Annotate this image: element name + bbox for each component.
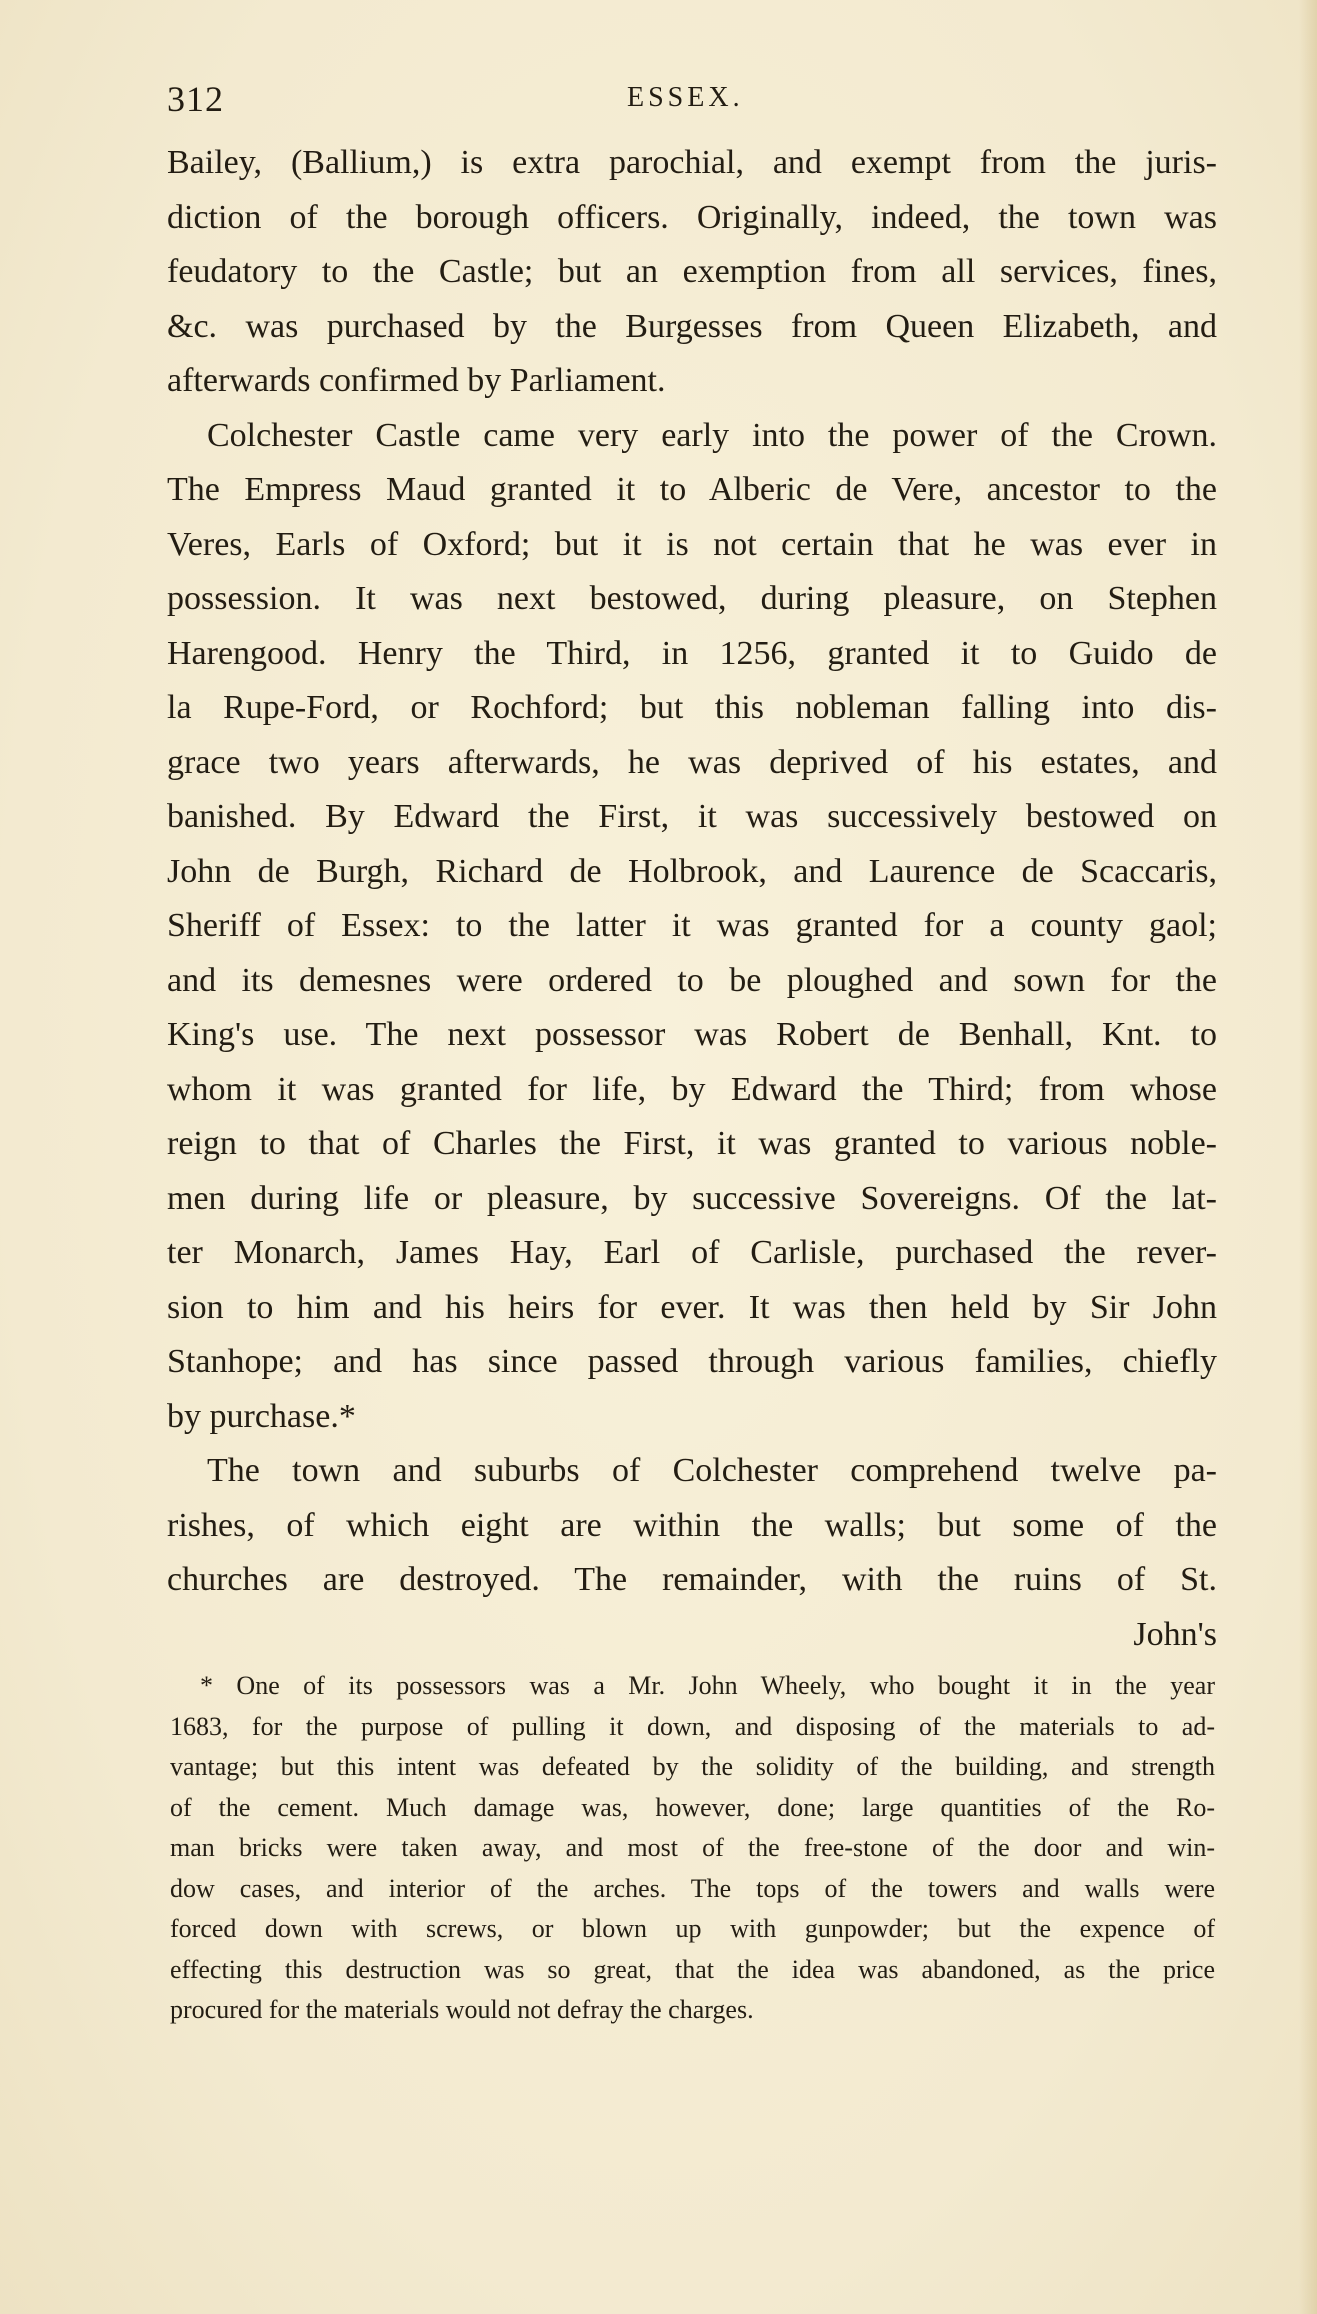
footnote-line: effecting this destruction was so great, that the idea was abandoned, as the price xyxy=(170,1954,1215,1984)
body-line: by purchase.* xyxy=(167,1397,356,1435)
body-line: possession. It was next bestowed, during pleasure, on Stephen xyxy=(167,580,1217,617)
body-line: afterwards confirmed by Parliament. xyxy=(167,362,666,399)
running-head: ESSEX. xyxy=(627,82,744,113)
body-line: The town and suburbs of Colchester comprehend twelve pa- xyxy=(207,1452,1217,1489)
page-edge-shadow xyxy=(1299,0,1317,2314)
body-line: men during life or pleasure, by successive Sovereigns. Of the lat- xyxy=(167,1179,1217,1217)
body-line: Bailey, (Ballium,) is extra parochial, and exempt from the juris- xyxy=(167,144,1217,181)
footnote-line: * One of its possessors was a Mr. John Wheely, who bought it in the year xyxy=(200,1671,1215,1700)
body-line: The Empress Maud granted it to Alberic de Vere, ancestor to the xyxy=(167,471,1217,508)
body-line: Veres, Earls of Oxford; but it is not certain that he was ever in xyxy=(167,525,1217,563)
body-line: John de Burgh, Richard de Holbrook, and Laurence de Scaccaris, xyxy=(167,852,1217,890)
footnote-line: vantage; but this intent was defeated by the solidity of the building, and strength xyxy=(170,1752,1215,1781)
body-text xyxy=(167,136,1217,1662)
body-line: feudatory to the Castle; but an exemption from all services, fines, xyxy=(167,253,1217,290)
footnote-line: dow cases, and interior of the arches. The tops of the towers and walls were xyxy=(170,1873,1215,1903)
body-line: banished. By Edward the First, it was successively bestowed on xyxy=(167,798,1217,835)
body-line: reign to that of Charles the First, it was granted to various noble- xyxy=(167,1125,1217,1162)
body-line: Harengood. Henry the Third, in 1256, granted it to Guido de xyxy=(167,634,1217,672)
footnote-line: of the cement. Much damage was, however, done; large quantities of the Ro- xyxy=(170,1792,1215,1822)
page-header xyxy=(167,78,1217,128)
body-line: Stanhope; and has since passed through various families, chiefly xyxy=(167,1343,1217,1380)
body-line: churches are destroyed. The remainder, with the ruins of St. xyxy=(167,1561,1217,1598)
body-line: la Rupe-Ford, or Rochford; but this nobleman falling into dis- xyxy=(167,689,1217,726)
page-number: 312 xyxy=(167,79,224,119)
footnote-line: procured for the materials would not defray the charges. xyxy=(170,1995,754,2024)
catchword: John's xyxy=(1133,1615,1217,1653)
body-line: and its demesnes were ordered to be ploughed and sown for the xyxy=(167,961,1217,999)
body-line: grace two years afterwards, he was deprived of his estates, and xyxy=(167,743,1217,781)
body-line: whom it was granted for life, by Edward the Third; from whose xyxy=(167,1070,1217,1108)
body-line: King's use. The next possessor was Robert de Benhall, Knt. to xyxy=(167,1016,1217,1053)
body-line: sion to him and his heirs for ever. It was then held by Sir John xyxy=(167,1288,1217,1326)
body-line: Sheriff of Essex: to the latter it was granted for a county gaol; xyxy=(167,907,1217,944)
footnote-line: 1683, for the purpose of pulling it down, and disposing of the materials to ad- xyxy=(170,1711,1215,1741)
body-line: &c. was purchased by the Burgesses from Queen Elizabeth, and xyxy=(167,307,1217,345)
body-line: diction of the borough officers. Originally, indeed, the town was xyxy=(167,198,1217,236)
footnote xyxy=(170,1666,1215,2031)
footnote-line: forced down with screws, or blown up with gunpowder; but the expence of xyxy=(170,1914,1215,1943)
footnote-line: man bricks were taken away, and most of the free-stone of the door and win- xyxy=(170,1833,1215,1862)
body-line: ter Monarch, James Hay, Earl of Carlisle, purchased the rever- xyxy=(167,1234,1217,1271)
body-line: rishes, of which eight are within the walls; but some of the xyxy=(167,1506,1217,1544)
body-line: Colchester Castle came very early into the power of the Crown. xyxy=(207,416,1217,454)
